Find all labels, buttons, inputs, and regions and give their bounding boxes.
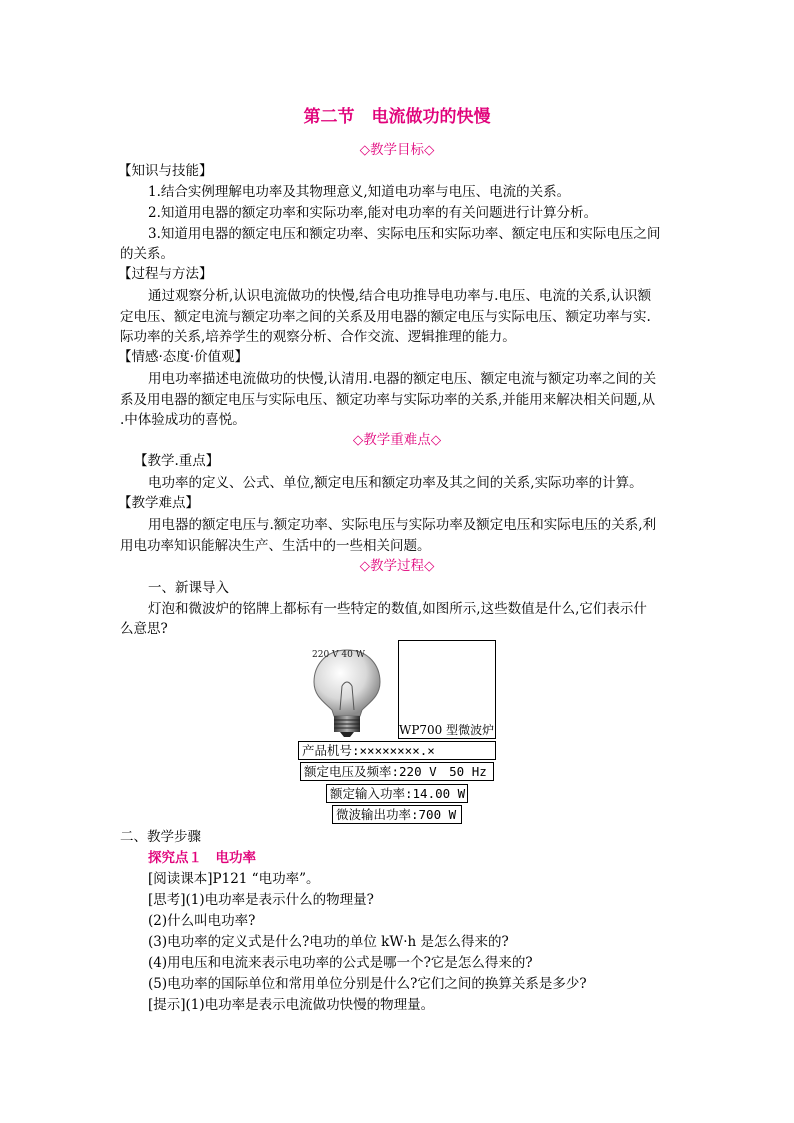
knowledge-item-3-cont: 的关系。 (120, 246, 174, 262)
spec-voltage-frequency (300, 762, 494, 781)
difficulty-line-2: 用电功率知识能解决生产、生活中的一些相关问题。 (120, 538, 431, 554)
key-point-heading: 【教学.重点】 (134, 453, 220, 469)
step-line-3: (2)什么叫电功率? (148, 913, 256, 929)
process-section-heading: ◇教学过程◇ (359, 558, 435, 574)
goals-heading: ◇教学目标◇ (359, 142, 435, 158)
intro-heading: 一、新课导入 (148, 580, 229, 596)
intro-line-1: 灯泡和微波炉的铭牌上都标有一些特定的数值,如图所示,这些数值是什么,它们表示什 (148, 601, 647, 617)
key-heading: ◇教学重难点◇ (352, 432, 442, 448)
step-line-7: [提示](1)电功率是表示电流做功快慢的物理量。 (148, 997, 435, 1013)
spec-output-power-text: 微波输出功率:700 W (336, 807, 457, 822)
emotion-heading: 【情感·态度·价值观】 (118, 349, 249, 365)
spec-voltage-frequency-text: 额定电压及频率:220 V 50 Hz (304, 764, 487, 779)
spec-model-number-text: 产品机号:××××××××.× (302, 743, 435, 758)
step-line-6: (5)电功率的国际单位和常用单位分别是什么?它们之间的换算关系是多少? (148, 976, 587, 992)
key-point-line: 电功率的定义、公式、单位,额定电压和额定功率及其之间的关系,实际功率的计算。 (148, 475, 643, 491)
difficulty-heading: 【教学难点】 (118, 495, 199, 511)
light-bulb-image (308, 646, 386, 738)
process-line-3: 际功率的关系,培养学生的观察分析、合作交流、逻辑推理的能力。 (120, 329, 516, 345)
emotion-line-2: 系及用电器的额定电压与实际电压、额定功率与实际功率的关系,并能用来解决相关问题,从 (120, 392, 656, 408)
inquiry-point-1: 探究点１ 电功率 (148, 850, 256, 866)
step-line-5: (4)用电压和电流来表示电功率的公式是哪一个?它是怎么得来的? (148, 955, 533, 971)
microwave-label: WP700 型微波炉 (399, 723, 495, 737)
knowledge-item-3: 3.知道用电器的额定电压和额定功率、实际电压和实际功率、额定电压和实际电压之间 (148, 226, 661, 242)
microwave-image (398, 640, 496, 739)
spec-input-power-text: 额定输入功率:14.00 W (330, 786, 466, 801)
step-line-2: [思考](1)电功率是表示什么的物理量? (148, 892, 374, 908)
knowledge-item-1: 1.结合实例理解电功率及其物理意义,知道电功率与电压、电流的关系。 (148, 184, 571, 200)
bulb-label: 220 V 40 W (312, 650, 365, 660)
emotion-line-3: .中体验成功的喜悦。 (120, 412, 246, 428)
intro-line-2: 么意思? (120, 621, 168, 637)
process-line-2: 定电压、额定电流与额定功率之间的关系及用电器的额定电压与实际电压、额定功率与实. (120, 309, 651, 325)
knowledge-heading: 【知识与技能】 (118, 163, 213, 179)
steps-heading: 二、教学步骤 (120, 829, 201, 845)
section-title: 第二节 电流做功的快慢 (303, 107, 491, 127)
process-line-1: 通过观察分析,认识电流做功的快慢,结合电功推导电功率与.电压、电流的关系,认识额 (148, 288, 652, 304)
difficulty-line-1: 用电器的额定电压与.额定功率、实际电压与实际功率及额定电压和实际电压的关系,利 (148, 517, 657, 533)
spec-model-number (298, 741, 496, 760)
step-line-1: [阅读课本]P121 “电功率”。 (148, 871, 320, 887)
emotion-line-1: 用电功率描述电流做功的快慢,认清用.电器的额定电压、额定电流与额定功率之间的关 (148, 371, 657, 387)
step-line-4: (3)电功率的定义式是什么?电功的单位 kW·h 是怎么得来的? (148, 934, 509, 950)
knowledge-item-2: 2.知道用电器的额定功率和实际功率,能对电功率的有关问题进行计算分析。 (148, 205, 598, 221)
spec-output-power (332, 805, 462, 824)
spec-input-power (326, 784, 468, 803)
process-heading: 【过程与方法】 (118, 266, 213, 282)
